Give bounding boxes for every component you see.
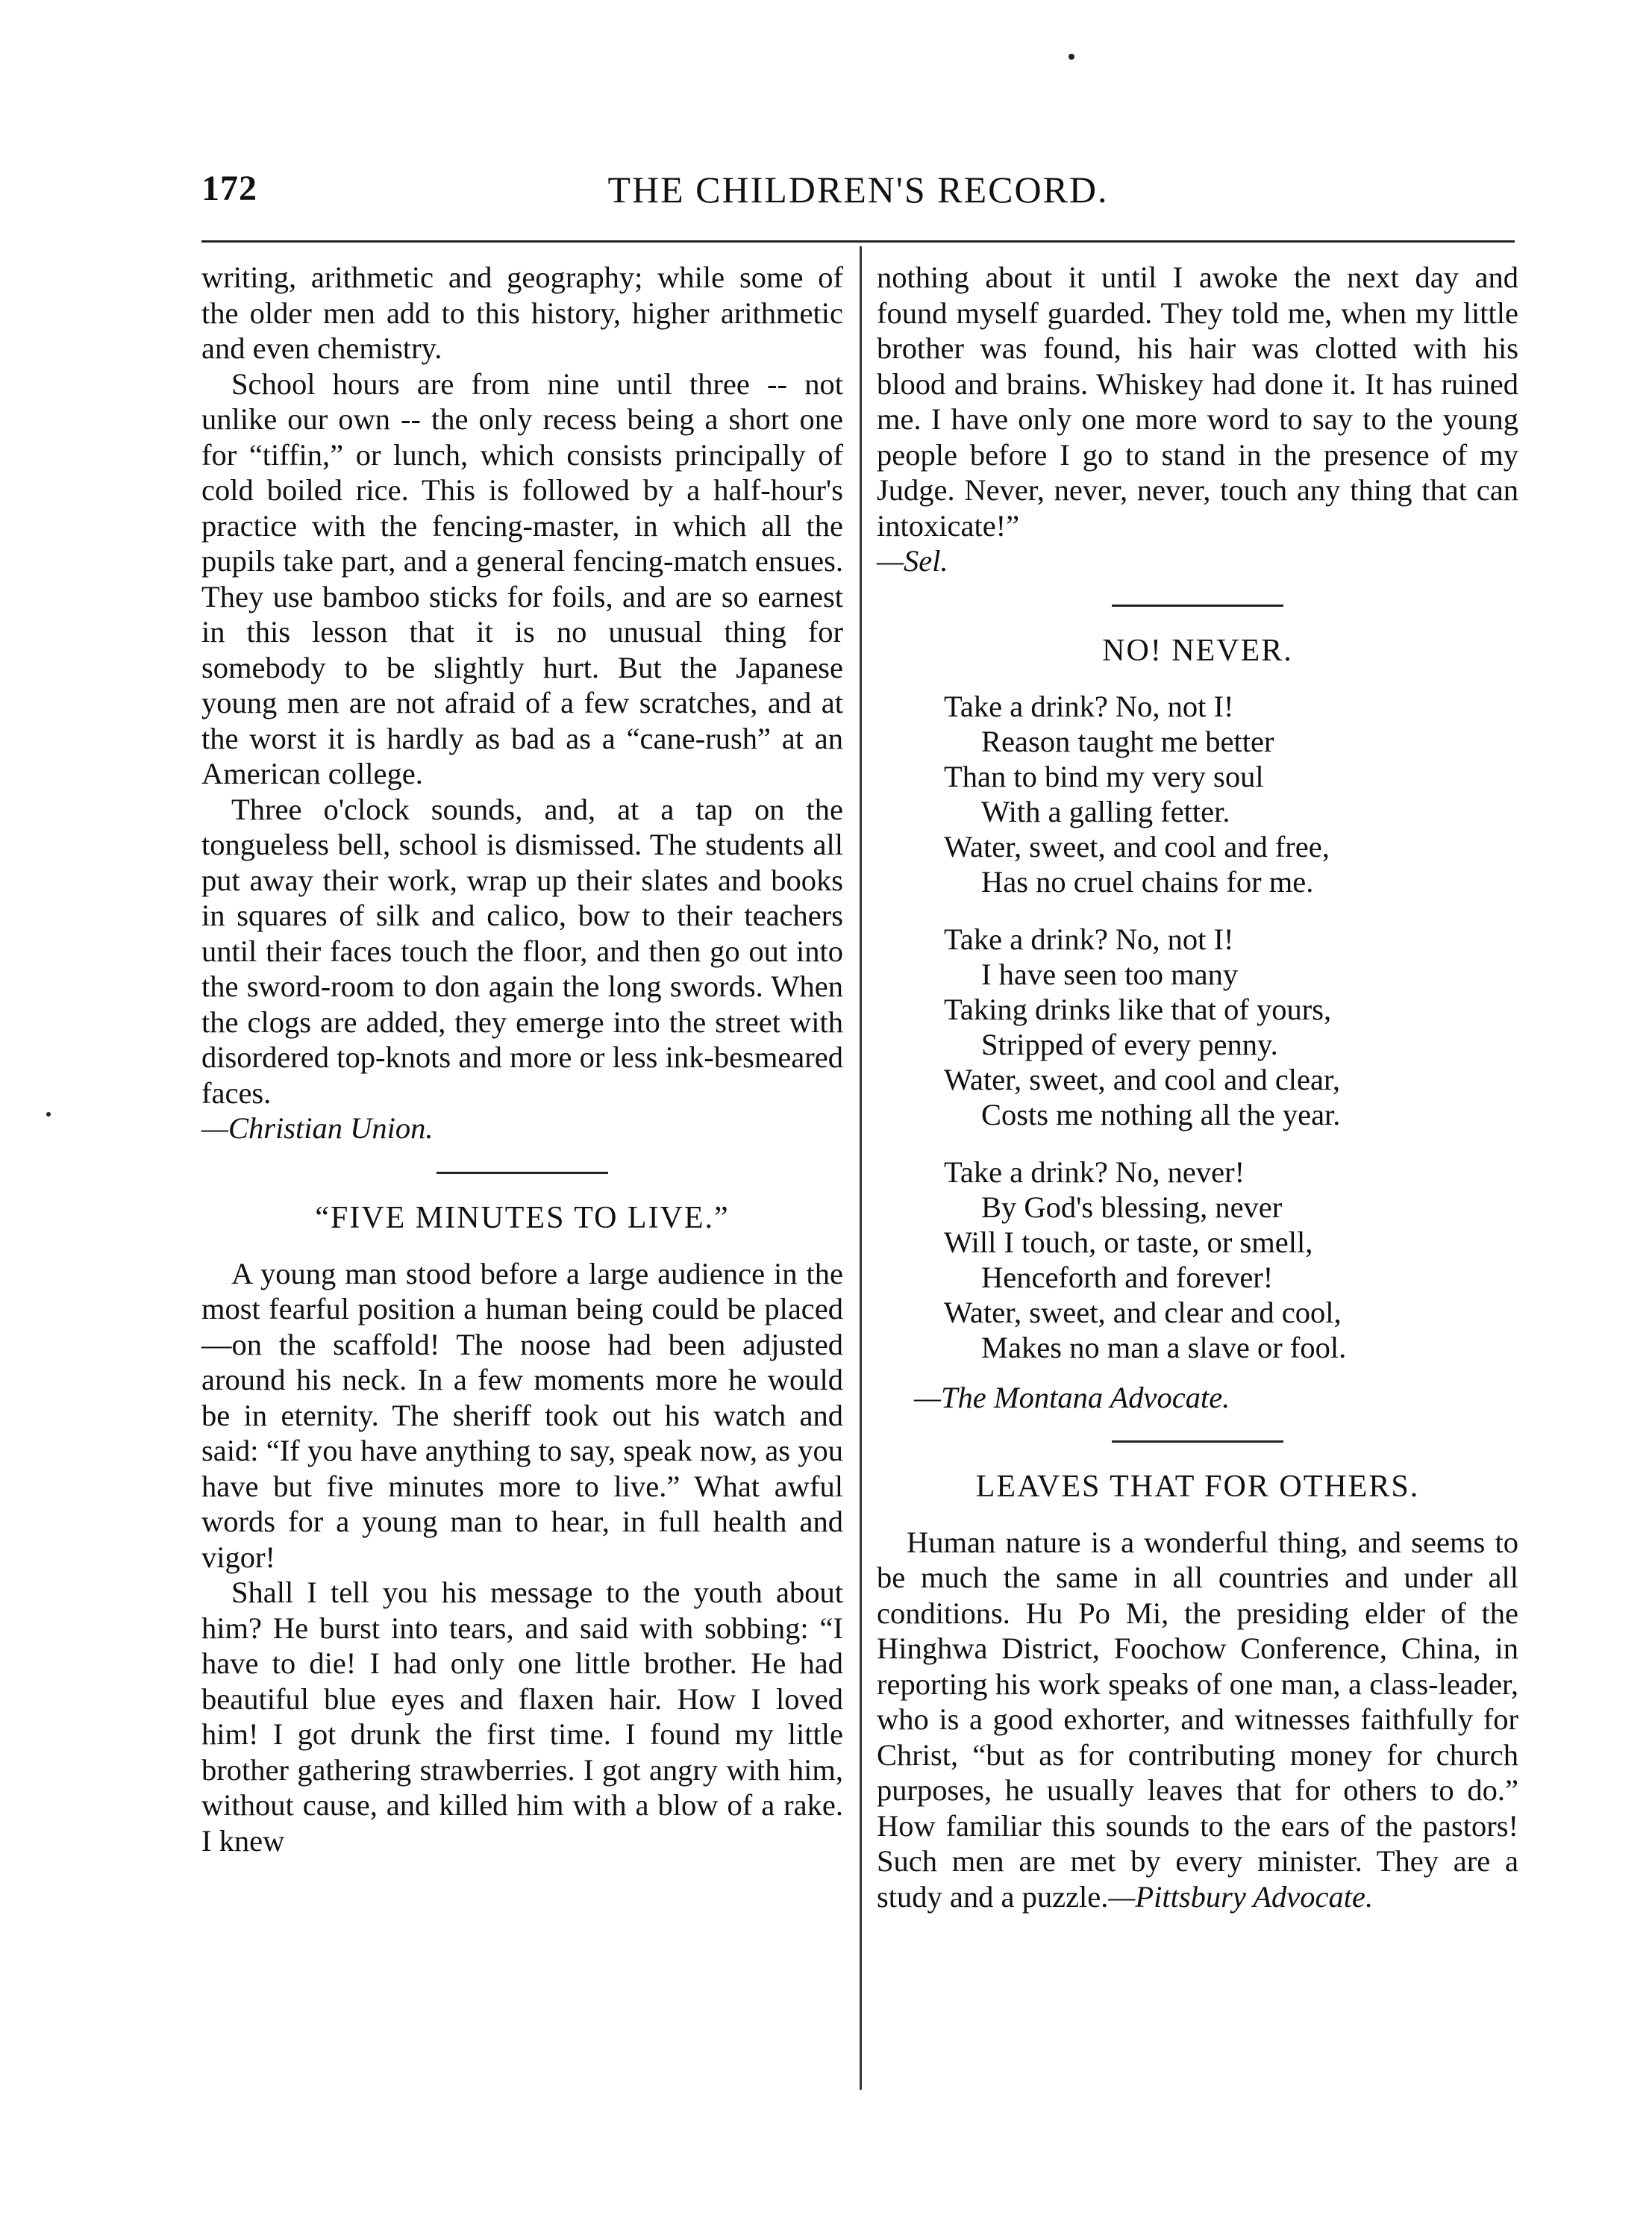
citation: —Pittsbury Advocate.	[1108, 1879, 1374, 1914]
poem-line: Than to bind my very soul	[944, 759, 1264, 793]
section-divider	[1112, 1440, 1283, 1443]
poem-line: Water, sweet, and cool and free,	[944, 829, 1330, 864]
article-paragraph: Three o'clock sounds, and, at a tap on the tongueless bell, school is dismissed. The students all put away their work, wrap up their slates and books in squares of silk and calico, bow to their teachers until their faces touch the floor, and then go out into the sword-room to don again the long swords. When the clogs are added, they emerge into the street with disordered top-knots and more or less ink-besmeared faces.	[201, 792, 843, 1110]
poem-line: Taking drinks like that of yours,	[944, 992, 1332, 1026]
poem-line: Take a drink? No, not I!	[944, 689, 1234, 723]
poem-line: Stripped of every penny.	[981, 1027, 1278, 1061]
right-column	[877, 260, 1518, 1914]
poem-line: By God's blessing, never	[981, 1190, 1283, 1224]
specks	[1069, 54, 1074, 60]
article-body: Human nature is a wonderful thing, and seems to be much the same in all countries and under all conditions. Hu Po Mi, the presiding elder of the Hinghwa District, Foochow Conference, China, in reporting his work speaks of one man, a class-leader, who is a good exhorter, and witnesses faithfully for Christ, “but as for contributing money for church purposes, he usually leaves that for others to do.” How familiar this sounds to the ears of the pastors! Such men are met by every minister. They are a study and a puzzle.	[877, 1525, 1518, 1914]
specks	[46, 1112, 51, 1117]
poem-line: Take a drink? No, never!	[944, 1155, 1245, 1189]
section-divider	[437, 1172, 608, 1174]
article-continuation-paragraph: writing, arithmetic and geography; while some of the older men add to this history, higher arithmetic and even chemistry.	[201, 260, 843, 365]
poem-line: Water, sweet, and clear and cool,	[944, 1295, 1342, 1329]
poem-line: Has no cruel chains for me.	[981, 864, 1314, 899]
left-column	[201, 260, 843, 1858]
poem-line: Water, sweet, and cool and clear,	[944, 1062, 1340, 1096]
running-title: THE CHILDREN'S RECORD.	[607, 169, 1109, 210]
poem-line: Costs me nothing all the year.	[981, 1097, 1341, 1131]
poem-citation: —The Montana Advocate.	[914, 1380, 1230, 1414]
poem-stanza	[944, 922, 1518, 1132]
header-rule	[201, 240, 1515, 243]
article-paragraph: Shall I tell you his message to the youth about him? He burst into tears, and said with sobbing: “I have to die! I had only one little brother. He had beautiful blue eyes and flaxen hair. How I loved him! I got drunk the first time. I found my little brother gathering strawberries. I got angry with him, without cause, and killed him with a blow of a rake. I knew	[201, 1575, 843, 1858]
article-continuation-paragraph: nothing about it until I awoke the next day and found myself guarded. They told me, when my little brother was found, his hair was clotted with his blood and brains. Whiskey had done it. It has ruined me. I have only one more word to say to the young people before I go to stand in the presence of my Judge. Never, never, never, touch any thing that can intoxicate!”	[877, 260, 1518, 543]
poem-stanza	[944, 689, 1518, 899]
poem-stanza	[944, 1155, 1518, 1365]
article-paragraph: School hours are from nine until three -- not unlike our own -- the only recess being a short one for “tiffin,” or lunch, which consists principally of cold boiled rice. This is followed by a half-hour's practice with the fencing-master, in which all the pupils take part, and a general fencing-match ensues. They use bamboo sticks for foils, and are so earnest in this lesson that it is no unusual thing for somebody to be slightly hurt. But the Japanese young men are not afraid of a few scratches, and at the worst it is hardly as bad as a “cane-rush” at an American college.	[201, 366, 843, 790]
poem-line: Take a drink? No, not I!	[944, 922, 1234, 956]
poem-line: With a galling fetter.	[981, 794, 1230, 828]
article-title: LEAVES THAT FOR OTHERS.	[975, 1469, 1420, 1504]
section-divider	[1112, 605, 1283, 607]
poem-line: Makes no man a slave or fool.	[981, 1330, 1347, 1364]
poem-line: I have seen too many	[981, 957, 1239, 991]
article-title: “FIVE MINUTES TO LIVE.”	[315, 1200, 730, 1235]
citation: —Christian Union.	[201, 1111, 434, 1145]
page-header	[201, 168, 1515, 220]
column-divider	[860, 246, 862, 2090]
page-number: 172	[201, 169, 257, 208]
citation: —Sel.	[877, 544, 948, 578]
article-paragraph	[877, 1525, 1518, 1915]
poem-title: NO! NEVER.	[1102, 633, 1293, 668]
poem-line: Reason taught me better	[981, 724, 1274, 758]
poem-line: Henceforth and forever!	[981, 1260, 1274, 1294]
poem-line: Will I touch, or taste, or smell,	[944, 1225, 1313, 1259]
article-paragraph: A young man stood before a large audience in the most fearful position a human being could be placed—on the scaffold! The noose had been adjusted around his neck. In a few moments more he would be in eternity. The sheriff took out his watch and said: “If you have anything to say, speak now, as you have but five minutes more to live.” What awful words for a young man to hear, in full health and vigor!	[201, 1256, 843, 1574]
poem	[944, 689, 1518, 1365]
